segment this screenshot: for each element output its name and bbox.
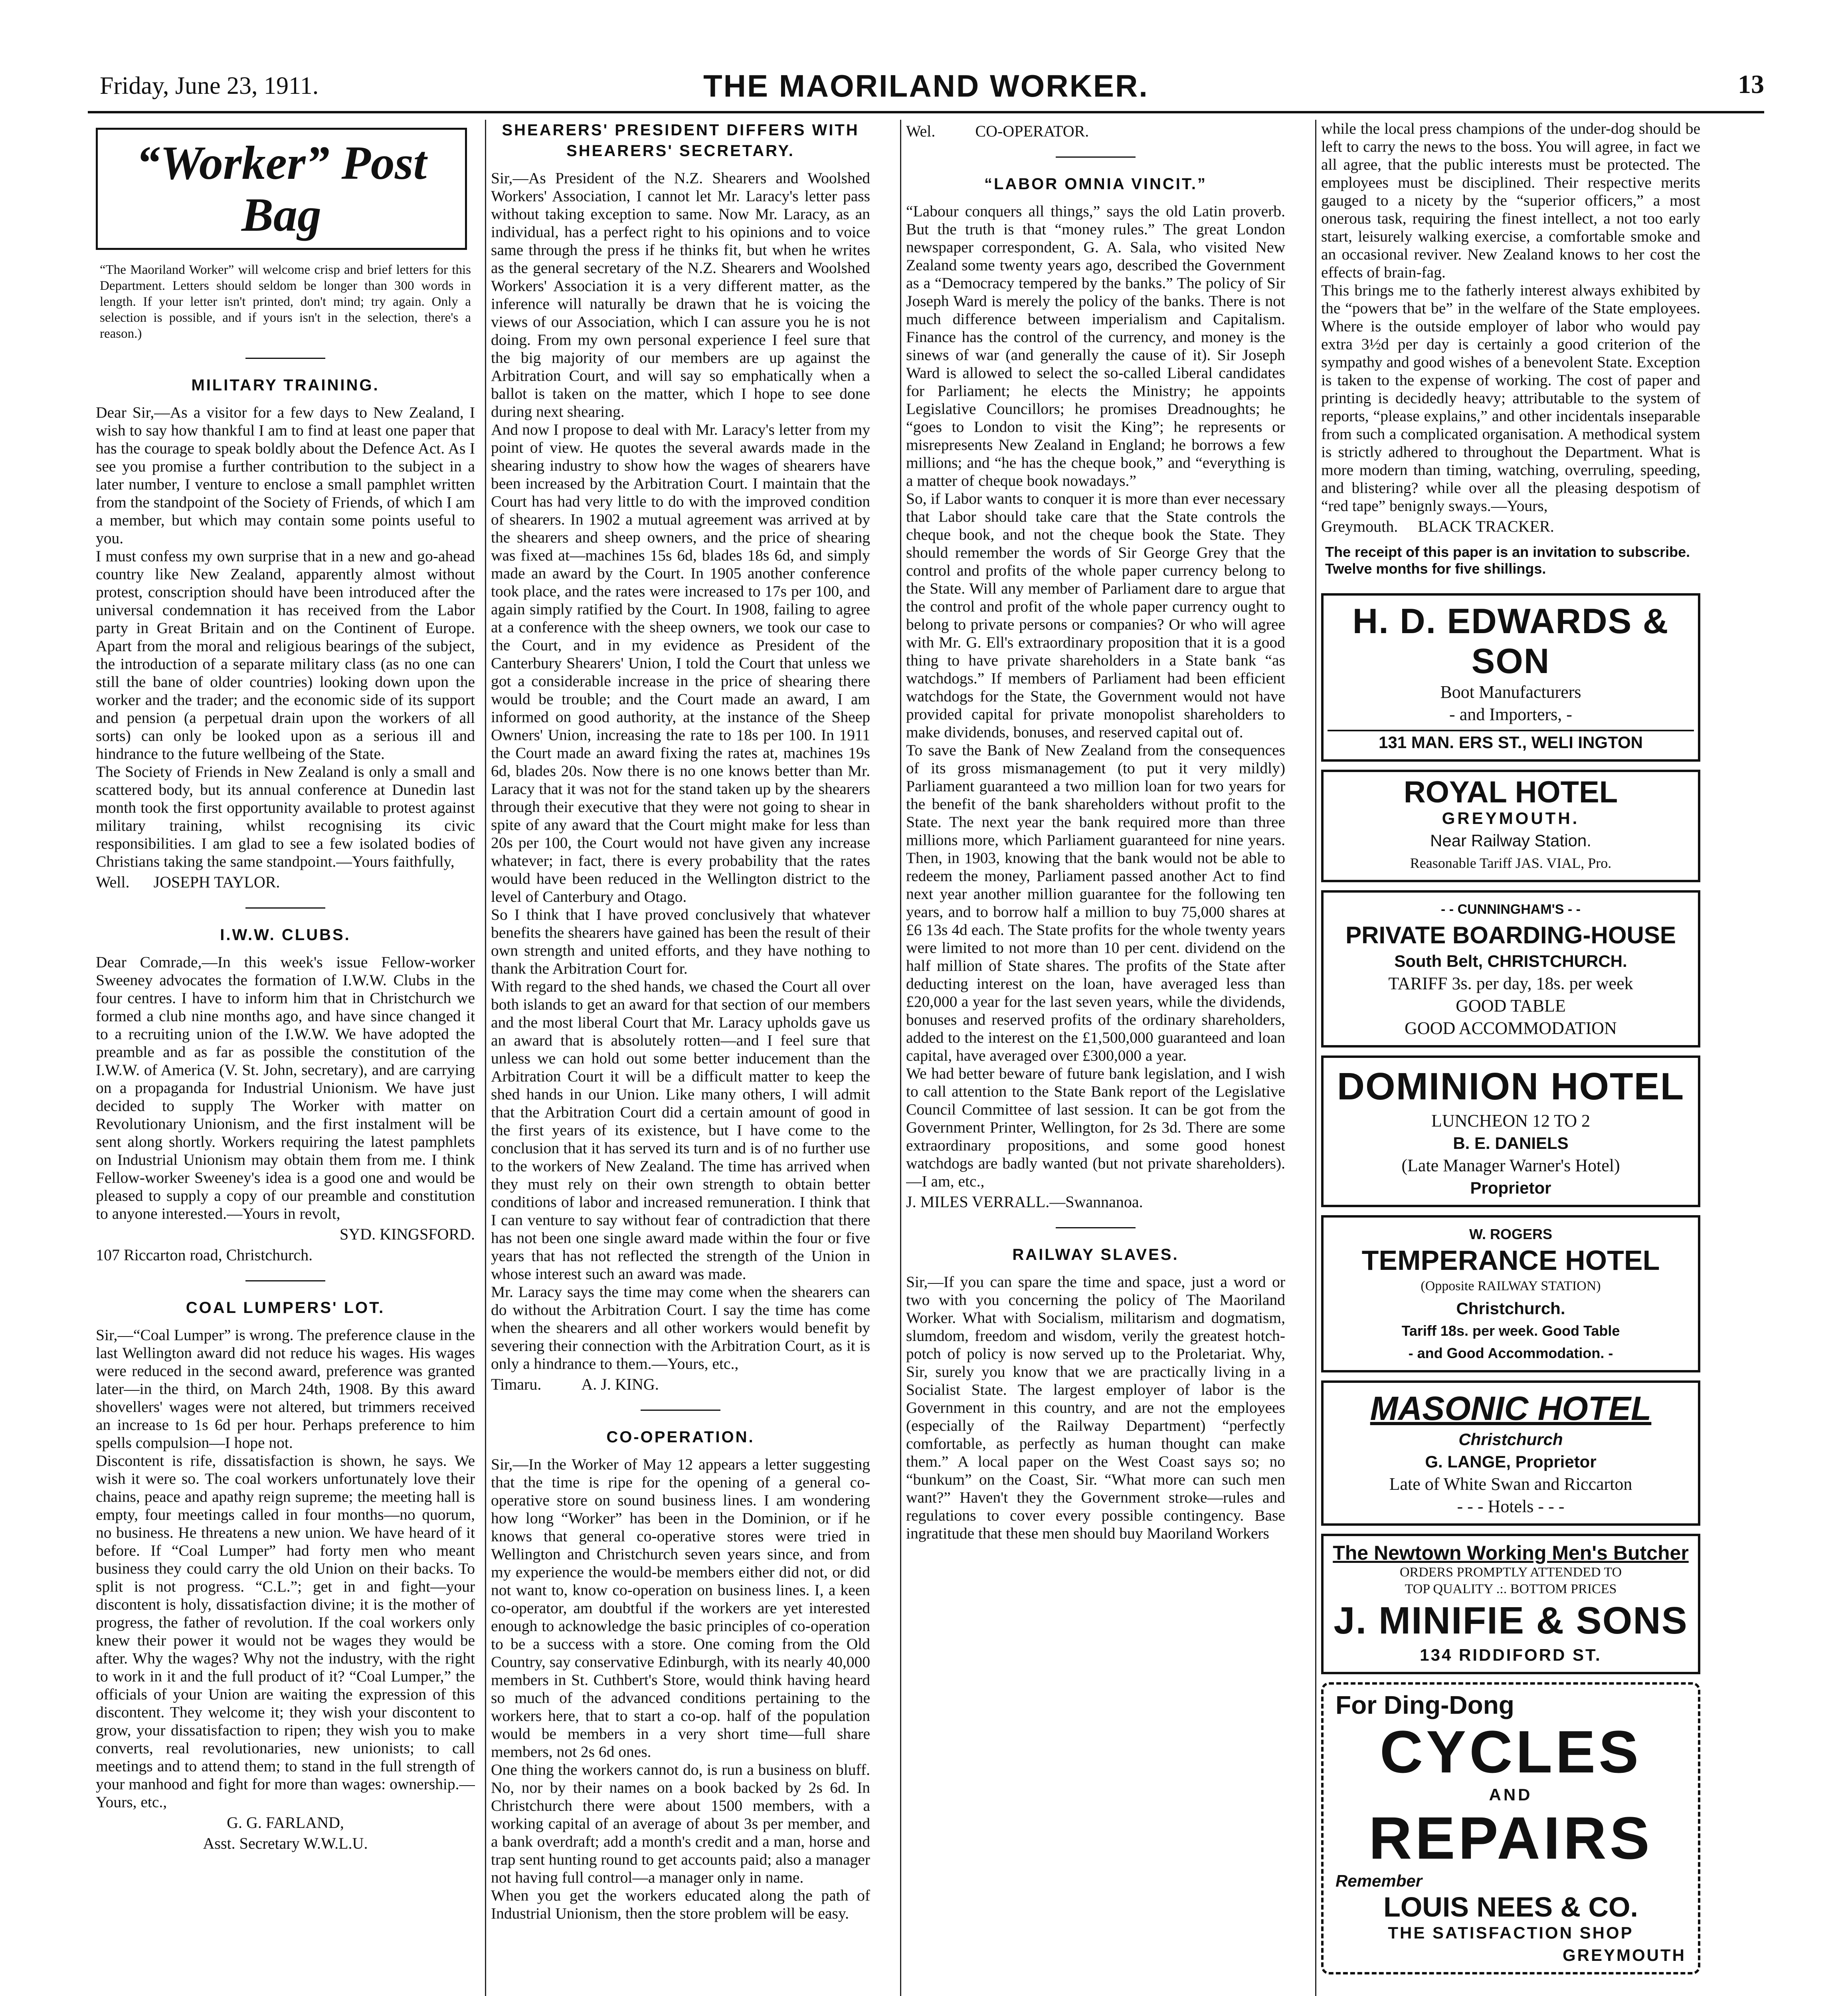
cycles-and: AND	[1489, 1785, 1533, 1804]
iww-signature: SYD. KINGSFORD.	[340, 1225, 475, 1243]
cunningham-top: - - CUNNINGHAM'S - -	[1441, 902, 1581, 917]
military-signature: JOSEPH TAYLOR.	[153, 873, 280, 891]
repairs-word: REPAIRS	[1369, 1804, 1653, 1871]
military-body: Dear Sir,—As a visitor for a few days to New Zealand, I wish to say how thankful I am to find at least one paper that has the courage to speak boldly about the Defence Act. As I see you promise a further contribution to the subject in a later number, I venture to enclose a small pamphlet written from the standpoint of the Society of Friends, of which I am a member, but which may contain some points useful to you. I must confess my own surprise that in a new and go-ahead country like New Zealand, apparently almost without protest, conscription should have been introduced after the universal condemnation it has received from the Labor party in Great Britain and on the Continent of Europe. Apart from the moral and religious bearings of the subject, the introduction of a separate military class (as no one can still the bane of older countries) looking down upon the worker and the trader; and the economic side of its support and pension (a perpetual drain upon the workers of all sorts) can only be looked upon as a serious ill and hindrance to the future wellbeing of the State. The Society of Friends in New Zealand is only a small and scattered body, but its annual conference at Dunedin last month took the first opportunity available to protest against military training, whilst recognising its civic responsibilities. I am glad to see a few isolated bodies of Christians taking the same standpoint.—Yours faithfully,	[96, 404, 475, 870]
butcher-firm: J. MINIFIE & SONS	[1334, 1599, 1688, 1642]
edwards-address: 131 MAN. ERS ST., WELI INGTON	[1328, 730, 1694, 754]
coop-body: Sir,—In the Worker of May 12 appears a letter suggesting that the time is ripe for the opening of a general co-operative store on sound business lines. I am wondering how long “Worker” has been in the Dominion, or if he knows that general co-operative stores were tried in Wellington and Christchurch seven years since, and from my experience the would-be members either did not, or did not want to, know co-operation on business lines. I, a keen co-operator, am doubtful if the workers are yet interested enough to acknowledge the basic principles of co-operation to be a success with a store. One coming from the Old Country, say conservative Edinburgh, with its nearly 40,000 members in St. Cuthbert's Store, would think having heard so much of the advanced conditions pertaining to the workers here, that to start a co-op. half of the population would be members in a very short time—full share members, not 2s 6d ones. One thing the workers cannot do, is run a business on bluff. No, nor by their names on a book backed by 2s 6d. In Christchurch there were about 1500 members, with a working capital of an average of about 3s per member, and a bank overdraft; add a month's credit and a man, horse and trap sent hunting round to get accounts paid; also a manager not having full control—a manager only in name. When you get the workers educated along the path of Industrial Unionism, then the store problem will be easy.	[491, 1455, 870, 1922]
dominion-lunch: LUNCHEON 12 TO 2	[1431, 1111, 1591, 1131]
coal-signature: G. G. FARLAND,	[227, 1814, 344, 1832]
ad-cunningham	[1321, 890, 1700, 1048]
butcher-address: 134 RIDDIFORD ST.	[1420, 1646, 1602, 1664]
masonic-late: Late of White Swan and Riccarton	[1389, 1474, 1632, 1494]
divider	[245, 358, 325, 359]
issue-date: Friday, June 23, 1911.	[100, 72, 319, 99]
column-rule	[485, 120, 486, 1996]
railway-body-continued: while the local press champions of the under-dog should be left to carry the news to the boss. You will agree, in fact we all agree, that the public interests must be protected. The employees must be disciplined. Their respective merits gauged to a nicety by the “superior officers,” a most onerous task, requiring the finest intellect, a not too early start, leisurely walking exercise, a comfortable smoke and an occasional reviver. New Zealand knows to her cost the effects of brain-fag. This brings me to the fatherly interest always exhibited by the “powers that be” in the welfare of the State employees. Where is the outside employer of labor who would pay extra 3½d per day is certainly a good criterion of the sympathy and good wishes of a benevolent State. Exception is taken to the expense of working. The cost of paper and printing is decidedly heavy; attributable to the system of reports, “please explains,” and other incidentals inseparable from such a complicated organisation. A methodical system is strictly adhered to throughout the Department. What is more modern than timing, watching, overruling, speeding, and blistering? while over all the pleasing despotism of “red tape” benignly sways.—Yours,	[1321, 120, 1700, 515]
column-3	[906, 120, 1285, 1996]
cycles-firm: LOUIS NEES & CO.	[1383, 1891, 1638, 1923]
masonic-prop: G. LANGE, Proprietor	[1425, 1452, 1597, 1471]
cycles-remember: Remember	[1336, 1871, 1423, 1890]
page-number: 13	[1738, 70, 1764, 99]
cunningham-acc: GOOD ACCOMMODATION	[1405, 1018, 1617, 1038]
coal-title: Asst. Secretary W.W.L.U.	[203, 1834, 368, 1852]
coop-place: Wel.	[906, 122, 936, 140]
column-1	[96, 120, 475, 1996]
page-header	[88, 60, 1764, 108]
iww-address: 107 Riccarton road, Christchurch.	[96, 1246, 313, 1264]
dominion-role: Proprietor	[1470, 1178, 1551, 1197]
column-rule	[1315, 120, 1316, 1996]
ad-cycles	[1321, 1682, 1700, 1974]
royal-town: GREYMOUTH.	[1442, 809, 1580, 828]
dominion-late: (Late Manager Warner's Hotel)	[1401, 1156, 1620, 1175]
railway-heading: RAILWAY SLAVES.	[1012, 1246, 1179, 1263]
coop-heading: CO-OPERATION.	[606, 1428, 755, 1446]
divider	[245, 907, 325, 909]
coop-signature: CO-OPERATOR.	[975, 122, 1089, 140]
butcher-orders: ORDERS PROMPTLY ATTENDED TO	[1399, 1565, 1622, 1580]
divider	[245, 1280, 325, 1281]
cycles-for: For Ding-Dong	[1336, 1691, 1514, 1719]
cunningham-good: GOOD TABLE	[1456, 996, 1566, 1016]
temperance-opp: (Opposite RAILWAY STATION)	[1421, 1279, 1601, 1293]
edwards-name: H. D. EDWARDS & SON	[1352, 601, 1669, 681]
iww-heading: I.W.W. CLUBS.	[220, 926, 351, 944]
masonic-hotels: - - - Hotels - - -	[1457, 1497, 1565, 1516]
ad-masonic-hotel	[1321, 1380, 1700, 1526]
military-heading: MILITARY TRAINING.	[191, 376, 380, 394]
coop-signoff	[906, 122, 1285, 141]
royal-near: Near Railway Station.	[1430, 831, 1591, 850]
subscription-notice: The receipt of this paper is an invitation to subscribe. Twelve months for five shillings.	[1325, 544, 1690, 577]
header-rule	[88, 111, 1764, 113]
cunningham-tariff: TARIFF 3s. per day, 18s. per week	[1388, 974, 1633, 993]
butcher-name: The Newtown Working Men's Butcher	[1333, 1542, 1689, 1564]
labor-body: “Labour conquers all things,” says the old Latin proverb. But the truth is that “money rules.” The great London newspaper correspondent, G. A. Sala, who visited New Zealand some twenty years ago, described the Government as a “Democracy tempered by the banks.” The policy of Sir Joseph Ward is merely the policy of the banks. There is not much difference between imperialism and Capitalism. Finance has the control of the currency, and money is the sinews of war (and generally the cause of it). Sir Joseph Ward is allowed to select the so-called Liberal candidates for Parliament; he elects the Ministry; he appoints Legislative Councillors; he promises Dreadnoughts; he “goes to London to visit the King”; he represents or misrepresents New Zealand in England; he borrows a few millions; and “he has the cheque book,” and “everything is a matter of cheque book nowadays.” So, if Labor wants to conquer it is more than ever necessary that Labor should take care that the State controls the cheque book, and not the cheque book the State. They should remember the words of Sir George Grey that the control and profits of the whole paper currency belong to the State. Will any member of Parliament dare to argue that the control and profit of the whole paper currency ought to belong to private persons or companies? Or who will agree with Mr. G. Ell's extraordinary proposition that it is a good thing to have private shareholders in a State bank “as watchdogs.” If members of Parliament had been efficient watchdogs for the State, the Government would not have provided capital for private monopolist shareholders to make dividends, bonuses, and reserved capital out of. To save the Bank of New Zealand from the consequences of its gross mismanagement (to put it very mildly) Parliament guaranteed a two million loan for two years for the benefit of the bank shareholders without profit to the State. The next year the bank required more than three millions more, which Parliament guaranteed for nine years. Then, in 1903, knowing that the bank would not be able to redeem the money, Parliament passed another Act to find next year another million guarantee for the following ten years, and to borrow half a million to buy 75,000 shares at £6 13s 4d each. The State profits for the whole twenty years were limited to not more than 10 per cent. dividend on the half million of State shares. The profits of the State after deducting interest on the loan, have averaged less than £20,000 a year for the last seven years, while the dividends, bonuses and reserved profits of the ordinary shareholders, added to the interest on the £1,500,000 guaranteed and loan capital, have averaged over £300,000 a year. We had better beware of future bank legislation, and I wish to call attention to the State Bank report of the Legislative Council Committee of last session. It can be got from the Government Printer, Wellington, for 2s 3d. There are some extraordinary propositions, and some good honest watchdogs are badly wanted (but not private shareholders).—I am, etc.,	[906, 202, 1285, 1190]
ad-temperance-hotel	[1321, 1215, 1700, 1372]
labor-heading: “LABOR OMNIA VINCIT.”	[984, 175, 1207, 193]
masonic-name: MASONIC HOTEL	[1370, 1390, 1652, 1427]
coal-body: Sir,—“Coal Lumper” is wrong. The preference clause in the last Wellington award did not reduce his wages. His wages were reduced in the second award, preference was granted later—in the third, on March 24th, 1908. By this award shovellers' wages were not altered, but trimmers received an increase to 1s 6d per hour. Perhaps preference to him spells compulsion—I hope not. Discontent is rife, dissatisfaction is shown, he says. We wish it were so. The coal workers unfortunately love their chains, peace and apathy reign supreme; the meeting hall is empty, four meetings called in four months—no quorum, no business. He threatens a new union. We have heard of it before. If “Coal Lumper” had forty men who meant business they could carry the old Union on their backs. To split is not progress. “C.L.”; get in and fight—your discontent is holy, dissatisfaction divine; it is the mother of progress, the father of revolution. If the coal workers only knew their power it would not be wages they would be after. Why the wages? Why not the industry, with the right to work in it and the full product of it? “Coal Lumper,” the officials of your Union are waiting the expression of this discontent. They welcome it; they wish your discontent to grow, your dissatisfaction to ripen; they wish you to make converts, real revolutionaries, new unionists; to call meetings and to attend them; to stand in the full strength of your manhood and fight for more than wages: ownership.—Yours, etc.,	[96, 1326, 475, 1811]
ad-newtown-butcher	[1321, 1534, 1700, 1674]
ad-royal-hotel	[1321, 770, 1700, 882]
labor-signature: J. MILES VERRALL.—Swannanoa.	[906, 1193, 1143, 1211]
column-4	[1321, 120, 1700, 1996]
cycles-word: CYCLES	[1379, 1718, 1642, 1785]
cycles-shop: THE SATISFACTION SHOP	[1388, 1923, 1634, 1942]
temperance-town: Christchurch.	[1456, 1299, 1565, 1318]
temperance-tariff: Tariff 18s. per week. Good Table	[1401, 1323, 1620, 1339]
cycles-town: GREYMOUTH	[1563, 1946, 1686, 1964]
postbag-note: “The Maoriland Worker” will welcome crisp and brief letters for this Department. Letters should seldom be longer than 300 words in length. If your letter isn't printed, don't mind; try again. Only a selection is possible, and if yours isn't in the selection, there's a reason.)	[100, 263, 471, 341]
royal-name: ROYAL HOTEL	[1403, 775, 1618, 809]
iww-body: Dear Comrade,—In this week's issue Fellow-worker Sweeney advocates the formation of I.W.W. Clubs in the four centres. I have to inform him that in Christchurch we formed a club nine months ago, and have since changed it to a recruiting union of the I.W.W. We have adopted the preamble and as far as possible the constitution of the I.W.W. of America (V. St. John, secretary), and are carrying on a propaganda for Industrial Unionism. We have just decided to supply The Worker with matter on Revolutionary Unionism, and the first instalment will be sent along shortly. Workers requiring the latest pamphlets on Industrial Unionism may obtain them from me. I think Fellow-worker Sweeney's idea is a good one and would be pleased to supply a copy of our preamble and constitution to anyone interested.—Yours in revolt,	[96, 953, 475, 1222]
military-signoff	[96, 873, 475, 891]
coal-heading: COAL LUMPERS' LOT.	[186, 1299, 385, 1317]
masonic-town: Christchurch	[1458, 1430, 1563, 1449]
masthead-title: THE MAORILAND WORKER.	[703, 68, 1149, 103]
divider	[1056, 156, 1136, 158]
temperance-acc: - and Good Accommodation. -	[1408, 1345, 1613, 1361]
railway-body: Sir,—If you can spare the time and space, just a word or two with you concerning the policy of The Maoriland Worker. What with Socialism, militarism and dogmatism, slumdom, freedom and wisdom, verily the greatest hotch-potch of policy is now served up to the Proletariat. Why, Sir, surely you know that we are practically living in a Socialist State. The largest employer of labor is the Government in this country, and are not the employees (especially of the Railway Department) “perfectly comfortable, as perfectly as human thought can make them.” A local paper on the West Coast says so; no “bunkum” on the Coast, Sir. “What more can such men want?” Haven't they the Government stroke—rules and regulations to cover every possible contingency. Base ingratitude that these men should buy Maoriland Workers	[906, 1273, 1285, 1542]
temperance-top: W. ROGERS	[1469, 1226, 1553, 1242]
shearers-signature: A. J. KING.	[581, 1375, 659, 1393]
column-2	[491, 120, 870, 1996]
edwards-line2: - and Importers, -	[1449, 705, 1572, 724]
railway-signoff	[1321, 517, 1700, 536]
shearers-signoff	[491, 1375, 870, 1394]
military-place: Well.	[96, 873, 130, 891]
divider	[641, 1410, 720, 1411]
shearers-heading: SHEARERS' PRESIDENT DIFFERS WITH SHEARERS' SECRETARY.	[502, 121, 859, 160]
shearers-place: Timaru.	[491, 1375, 542, 1393]
cunningham-name: PRIVATE BOARDING-HOUSE	[1345, 922, 1676, 948]
ad-edwards	[1321, 593, 1700, 762]
ad-dominion-hotel	[1321, 1055, 1700, 1207]
dominion-name: DOMINION HOTEL	[1337, 1065, 1685, 1108]
railway-place: Greymouth.	[1321, 517, 1398, 535]
divider	[1056, 1227, 1136, 1228]
cunningham-address: South Belt, CHRISTCHURCH.	[1394, 952, 1627, 970]
butcher-quality: TOP QUALITY .:. BOTTOM PRICES	[1405, 1582, 1617, 1596]
shearers-body: Sir,—As President of the N.Z. Shearers and Woolshed Workers' Association, I cannot let Mr. Laracy's letter pass without taking exception to same. Now Mr. Laracy, as an individual, has a perfect right to his opinions and to voice same through the press if he thinks fit, but when he writes as the general secretary of the N.Z. Shearers and Woolshed Workers' Association it is a very different matter, as the inference will naturally be drawn that he is voicing the views of our Association, which I can assure you he is not doing. From my own personal experience I feel sure that the big majority of our members are up against the Arbitration Court, and will say so emphatically when a ballot is taken on the matter, which I hope to see done during next shearing. And now I propose to deal with Mr. Laracy's letter from my point of view. He quotes the several awards made in the shearing industry to show how the wages of shearers have been increased by the Arbitration Court. I maintain that the Court has had very little to do with the improved condition of shearers. In 1902 a mutual agreement was arrived at by the shearers and sheep owners, and the price of shearing was fixed at—machines 15s 6d, blades 18s 6d, and simply made an award by the Court. In 1905 another conference took place, and the rates were increased to 17s per 100, and again simply ratified by the Court. In 1908, failing to agree at a conference with the sheep owners, we took our case to the Court, and in my evidence as President of the Canterbury Shearers' Union, I told the Court that unless we got a considerable increase in the price of shearing there would be trouble; and the Court made an award, I am informed on good authority, at the instance of the Sheep Owners' Union, increasing the rate to 18s per 100. In 1911 the Court made an award fixing the rates at, machines 19s 6d, blades 20s. Now there is no one knows better than Mr. Laracy that it was not for the stand taken up by the shearers through their executive that they were not going to shear in spite of any award that the Court might make for less than 20s per 100, the Court would not have given any increase whatever; in fact, there is every probability that the rates would have been reduced in the Wellington district to the level of Canterbury and Otago. So I think that I have proved conclusively that whatever benefits the shearers have gained has been the result of their own strength and united efforts, and they have nothing to thank the Arbitration Court for. With regard to the shed hands, we chased the Court all over both islands to get an award for that section of our members and the most liberal Court that Mr. Laracy upholds gave us an award that is absolutely rotten—and I feel sure that unless we can hold out some better inducement than the Arbitration Court it will be a difficult matter to keep the shed hands in our Union. Like many others, I will admit that the Arbitration Court did a certain amount of good in the first years of its existence, but I have come to the conclusion that it has served its turn and is of no further use to the workers of New Zealand. The time has arrived when they must rely on their own strength to obtain better conditions of labor and increased remuneration. I think that I can venture to say without fear of contradiction that there has not been one single award made within the four or five years that has not reflected the strength of the Union in whose interest such an award was made. Mr. Laracy says the time may come when the shearers can do without the Arbitration Court. I say the time has come when the shearers and all other workers would benefit by severing their connection with the Arbitration Court, as it is only a hindrance to them.—Yours, etc.,	[491, 169, 870, 1372]
column-rule	[900, 120, 901, 1996]
edwards-line1: Boot Manufacturers	[1440, 682, 1581, 702]
royal-tariff: Reasonable Tariff JAS. VIAL, Pro.	[1410, 855, 1612, 871]
railway-signature: BLACK TRACKER.	[1418, 517, 1554, 535]
temperance-name: TEMPERANCE HOTEL	[1361, 1245, 1660, 1276]
dominion-prop: B. E. DANIELS	[1453, 1134, 1569, 1152]
postbag-title: “Worker” Post Bag	[96, 128, 467, 250]
